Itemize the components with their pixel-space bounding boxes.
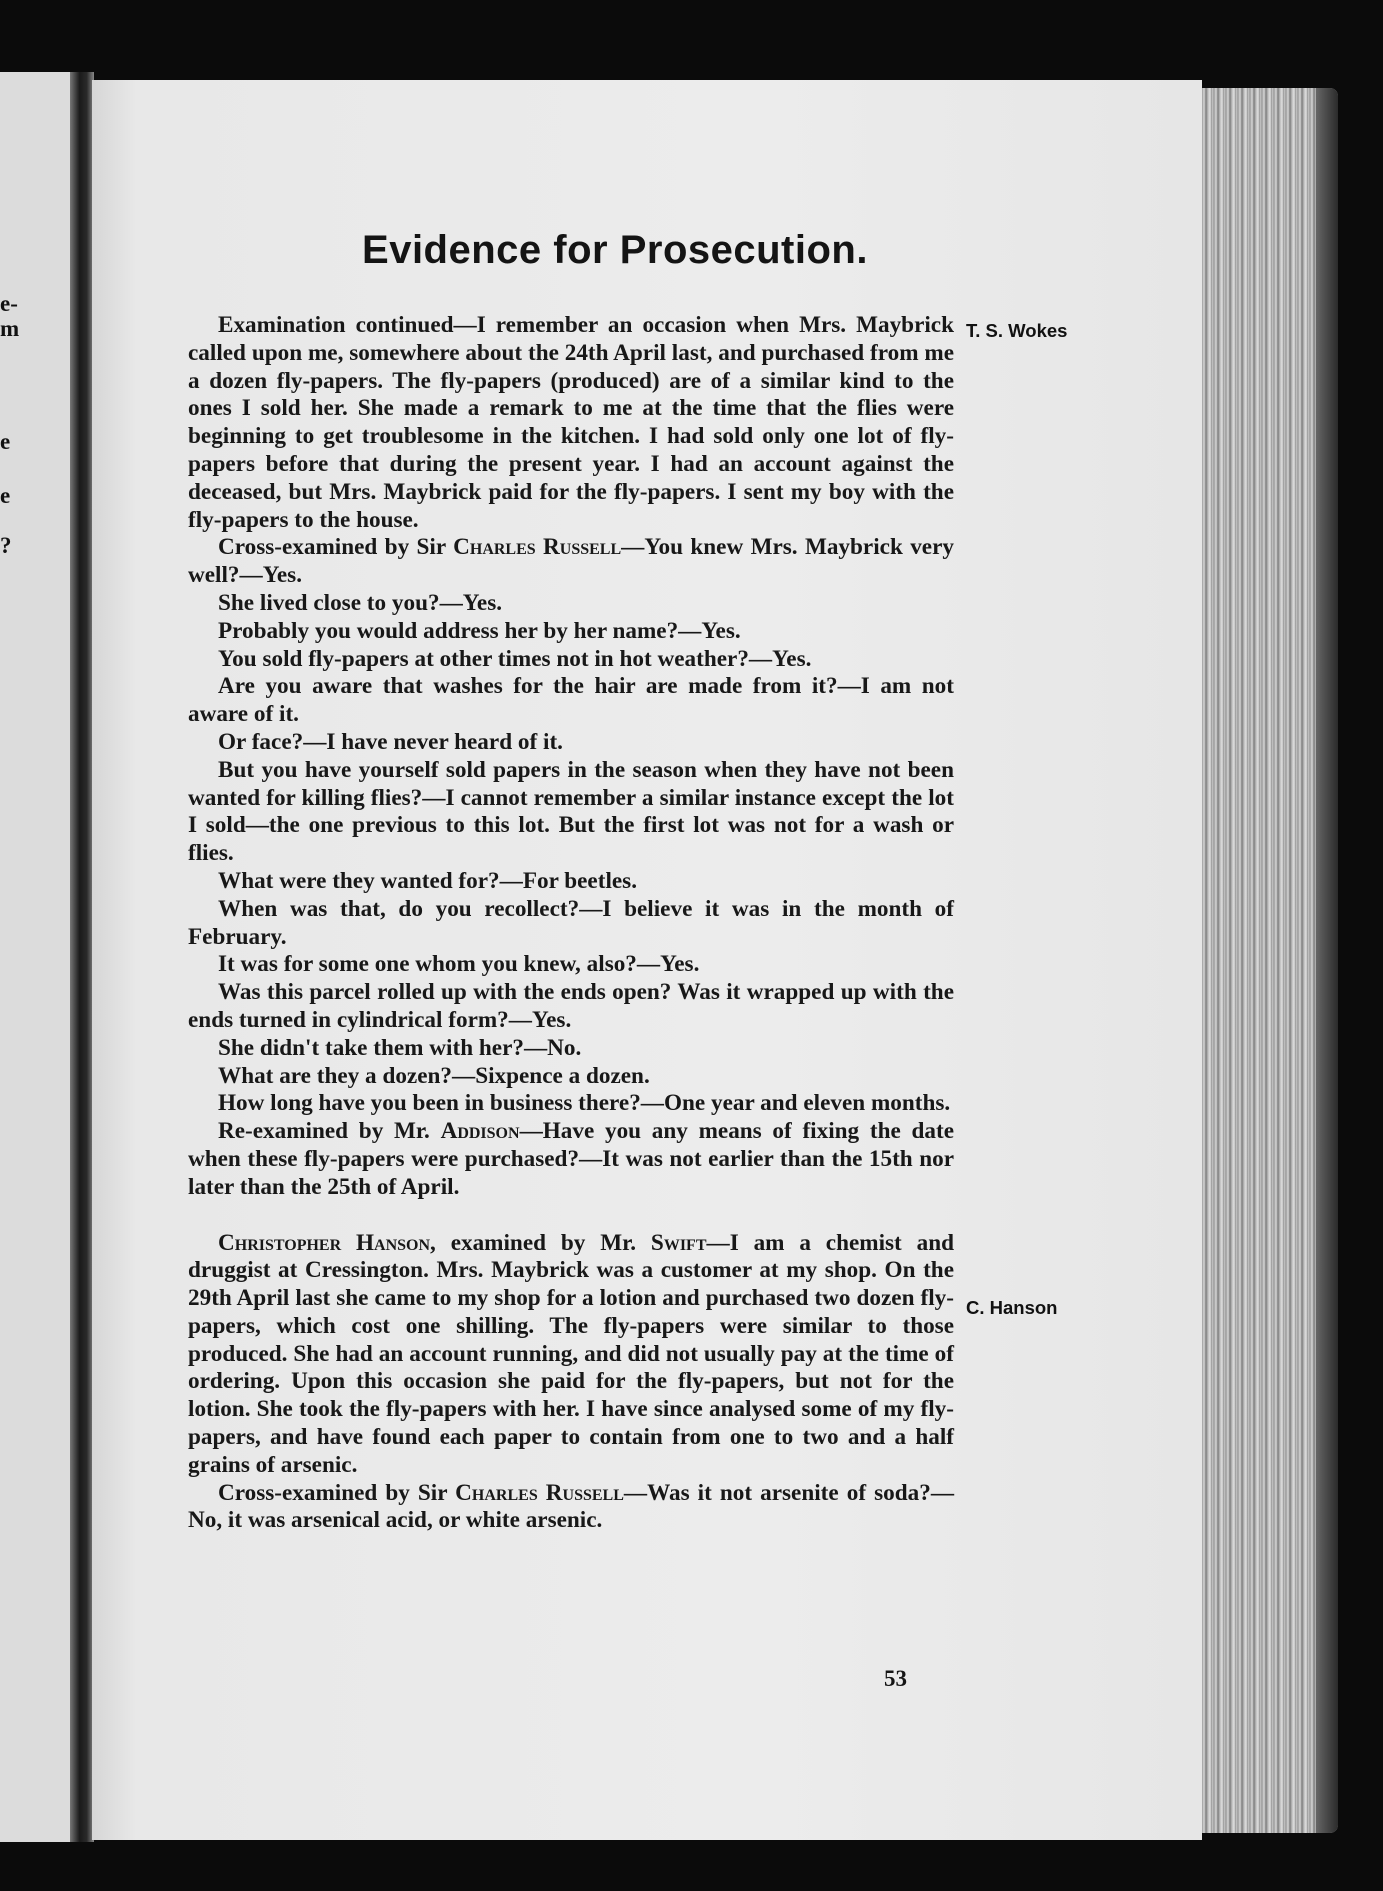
paragraph: When was that, do you recollect?—I believe it was in the month of February. <box>188 895 954 950</box>
paragraph: How long have you been in business there?—One year and eleven months. <box>218 1090 951 1117</box>
paragraph: Was this parcel rolled up with the ends open? Was it wrapped up with the ends turned in cylindrical form?—Yes. <box>188 979 954 1033</box>
paragraph: It was for some one whom you knew, also?—Yes. <box>218 951 700 978</box>
paragraph: Cross-examined by Sir Charles Russell—You knew Mrs. Maybrick very well?—Yes. <box>188 534 954 589</box>
book-gutter <box>70 72 94 1842</box>
counsel-name: Swift <box>650 1229 707 1256</box>
paragraph: Or face?—I have never heard of it. <box>218 728 563 755</box>
paragraph: Examination continued—I remember an occasion when Mrs. Maybrick called upon me, somewhere about the 24th April last, and purchased from me a dozen fly-papers. The fly-papers (produced) are of a similar kind to the ones I sold her. She made a remark to me at the time that the flies were beginning to get troublesome in the kitchen. I had sold only one lot of fly-papers before that during the present year. I had an account against the deceased, but Mrs. Maybrick paid for the fly-papers. I sent my boy with the fly-papers to the house. <box>188 312 954 533</box>
page-edges <box>1188 88 1338 1833</box>
paragraph: Probably you would address her by her name?—Yes. <box>218 617 741 644</box>
fragment: m <box>0 316 20 341</box>
paragraph: Christopher Hanson, examined by Mr. Swift—I am a chemist and druggist at Cressington. Mrs. Maybrick was a customer at my shop. On the 29th April last she came to my shop for a lotion and purchased two dozen fly-papers, which cost one shilling. The fly-papers were similar to those produced. She had an account running, and did not usually pay at the time of ordering. Upon this occasion she paid for the fly-papers, but not for the lotion. She took the fly-papers with her. I have since analysed some of my fly-papers, and have found each paper to contain from one to two and a half grains of arsenic. <box>188 1229 954 1478</box>
testimony-section <box>188 312 954 1202</box>
paragraph: You sold fly-papers at other times not in hot weather?—Yes. <box>218 645 812 672</box>
fragment: ? <box>0 533 12 558</box>
testimony-section <box>188 1230 954 1536</box>
paragraph: Are you aware that washes for the hair are made from it?—I am not aware of it. <box>188 673 954 728</box>
fragment: e <box>0 483 11 508</box>
counsel-name: Charles Russell <box>453 534 622 561</box>
margin-note-witness: T. S. Wokes <box>966 320 1068 341</box>
fragment: e- <box>0 291 18 316</box>
fragment: e <box>0 429 11 454</box>
page-number: 53 <box>884 1666 907 1691</box>
paragraph: She lived close to you?—Yes. <box>218 589 503 616</box>
counsel-name: Charles Russell <box>455 1479 624 1506</box>
page-title: Evidence for Prosecution. <box>362 228 868 272</box>
paragraph: She didn't take them with her?—No. <box>218 1034 582 1061</box>
paragraph: Re-examined by Mr. Addison—Have you any means of fixing the date when these fly-papers were purchased?—It was not earlier than the 15th nor later than the 25th of April. <box>188 1118 954 1200</box>
paragraph: But you have yourself sold papers in the season when they have not been wanted for killing flies?—I cannot remember a similar instance except the lot I sold—the one previous to this lot. But the first lot was not for a wash or flies. <box>188 756 954 867</box>
paragraph: What were they wanted for?—For beetles. <box>218 867 638 894</box>
witness-name: Christopher Hanson <box>218 1229 431 1256</box>
paragraph: Cross-examined by Sir Charles Russell—Was it not arsenite of soda?—No, it was arsenical acid, or white arsenic. <box>188 1479 955 1534</box>
margin-note-witness: C. Hanson <box>966 1297 1058 1318</box>
page-body <box>188 312 954 1535</box>
counsel-name: Addison <box>440 1118 520 1145</box>
paragraph: What are they a dozen?—Sixpence a dozen. <box>218 1062 650 1089</box>
